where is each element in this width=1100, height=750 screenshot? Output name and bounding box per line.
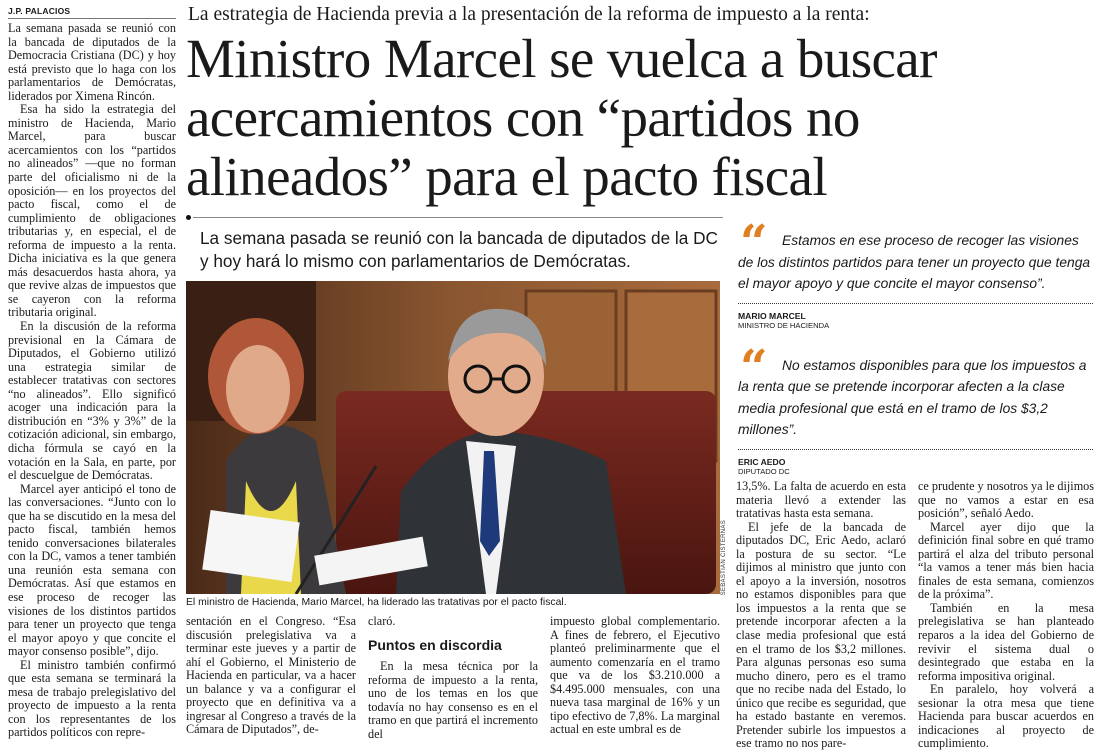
body-column (368, 615, 538, 750)
quote-author-role: MINISTRO DE HACIENDA (738, 320, 830, 330)
body-paragraph: En la mesa técnica por la reforma de impuesto a la renta, uno de los temas en los que todavía no hay consenso es en el tramo en que partirá el incremento del (368, 659, 538, 741)
body-paragraph: 13,5%. La falta de acuerdo en esta materia llevó a extender las tratativas hasta esta semana. (736, 480, 906, 521)
deck: La semana pasada se reunió con la bancada de diputados de la DC y hoy hará lo mismo con parlamentarios de Demócratas. (200, 228, 718, 271)
pull-quote (738, 339, 1093, 476)
body-paragraph: El jefe de la bancada de diputados DC, Eric Aedo, aclaró la postura de su sector. “Le dijimos al ministro que junto con el apoyo a la inversión, nosotros no estamos disponibles para que los impuestos a la renta que se pretende incorporar afecten a la clase media profesional que está en el tramo de los $3,2 millones. Para algunas personas eso suma mucho dinero, pero es el tramo que no recibe nada del Estado, lo único que recibe es seguridad, que ha estado bastante en veremos. Pretender subirle los impuestos a ese tramo no nos pare- (736, 519, 906, 750)
quote-author-role: DIPUTADO DC (738, 466, 790, 476)
body-paragraph: ce prudente y nosotros ya le dijimos que no vamos a estar en esa posición”, señaló Aedo. (918, 480, 1094, 521)
quote-rule (738, 303, 1093, 304)
body-paragraph: También en la mesa prelegislativa se han planteado reparos a la idea del Gobierno de revivir el sistema dual o desintegrado que estaba en la reforma impositiva original. (918, 600, 1094, 683)
quote-rule (738, 449, 1093, 450)
body-paragraph: sentación en el Congreso. “Esa discusión prelegislativa va a terminar este jueves y a partir de ahí el Gobierno, el Ministerio de Hacienda en particular, va a hacer un balance y va a configurar el proyecto que en definitiva va a ingresar al Congreso a través de la Cámara de Diputados”, de- (186, 615, 356, 737)
left-paragraph: En la discusión de la reforma previsional en la Cámara de Diputados, el Gobierno utilizó una estrategia similar de establecer tratativas con sectores “no alineados”. Ello significó acoger una indicación para la distribución en “3% y 3%” de la cotización adicional, sin embargo, dicha fórmula se cayó en la votación en la Sala, en parte, por el descuelgue de Demócratas. (8, 319, 176, 483)
photo-credit: SEBASTIÁN CISTERNAS (721, 520, 727, 596)
quote-mark-icon: “ (740, 215, 768, 271)
body-column (186, 615, 356, 750)
left-paragraph: El ministro también confirmó que esta semana se terminará la mesa de trabajo prelegislativo del proyecto de impuesto a la renta con los representantes de los partidos políticos con repre- (8, 657, 176, 740)
left-paragraph: Esa ha sido la estrategia del ministro de Hacienda, Mario Marcel, para buscar acercamientos con los “partidos no alineados” —que no forman parte del oficialismo ni de la oposición— en los proyectos del pacto fiscal, como el de cumplimiento de obligaciones tributarias y, en especial, el de reforma de impuesto a la renta. Dicha iniciativa es la que genera más desacuerdos hasta ahora, ya que revive alzas de impuestos que se cayeron con la reforma tributaria original. (8, 102, 176, 320)
headline: Ministro Marcel se vuelca a buscar acercamientos con “partidos no alineados” para el pacto fiscal (186, 28, 937, 207)
quote-author: MARIO MARCEL (738, 310, 806, 321)
kicker: La estrategia de Hacienda previa a la presentación de la reforma de impuesto a la renta: (188, 4, 870, 25)
photo-illustration (186, 281, 720, 594)
headline-rule (193, 217, 723, 218)
news-photo (186, 281, 720, 594)
section-subhead: Puntos en discordia (368, 636, 502, 653)
body-column (918, 480, 1094, 750)
photo-caption: El ministro de Hacienda, Mario Marcel, ha liderado las tratativas por el pacto fiscal. (186, 597, 567, 608)
pull-quote (738, 215, 1093, 330)
quote-text: No estamos disponibles para que los impuestos a la renta que se pretende incorporar afecten a la clase media profesional que está en el tramo de los $3,2 millones”. (738, 357, 1087, 437)
body-paragraph: Marcel ayer dijo que la definición final sobre en qué tramo partirá el alza del tributo personal “la vamos a tener más bien hacia finales de esta semana, comienzos de la próxima”. (918, 519, 1094, 602)
quote-text: Estamos en ese proceso de recoger las visiones de los distintos partidos para tener un proyecto que tenga el mayor apoyo y que concite el mayor consenso”. (738, 233, 1091, 291)
byline: J.P. PALACIOS (8, 6, 71, 16)
quote-mark-icon: “ (740, 339, 768, 396)
body-column (736, 480, 906, 750)
pull-quotes (738, 215, 1093, 476)
bullet-dot (186, 215, 191, 220)
body-paragraph: claró. (368, 615, 396, 628)
quote-author: ERIC AEDO (738, 456, 786, 467)
body-paragraph: En paralelo, hoy volverá a sesionar la otra mesa que tiene Hacienda para buscar acuerdos en indicaciones al proyecto de cumplimiento. (918, 682, 1094, 750)
body-column (550, 615, 720, 750)
byline-rule (8, 18, 176, 19)
left-paragraph: La semana pasada se reunió con la bancada de diputados de la Democracia Cristiana (DC) y hoy está previsto que lo haga con los parlamentarios de Demócratas, liderados por Ximena Rincón. (8, 22, 176, 103)
left-paragraph: Marcel ayer anticipó el tono de las conversaciones. “Junto con lo que ha se discutido en la mesa del pacto fiscal, también hemos tenido conversaciones bilaterales con la DC, vamos a tener también una reunión esta semana con Demócratas. Así que estamos en ese proceso de recoger las visiones de los distintos partidos para tener un proyecto que tenga el mayor apoyo y que concite el mayor consenso posible”, dijo. (8, 481, 176, 659)
left-column (8, 22, 176, 746)
body-paragraph: impuesto global complementario. A fines de febrero, el Ejecutivo planteó preliminarmente que el aumento comenzaría en el tramo que va de los $3.210.000 a $4.495.000 mensuales, con una nueva tasa marginal de 16% y un tipo efectivo de 7,8%. La marginal actual en este umbral es de (550, 615, 720, 737)
